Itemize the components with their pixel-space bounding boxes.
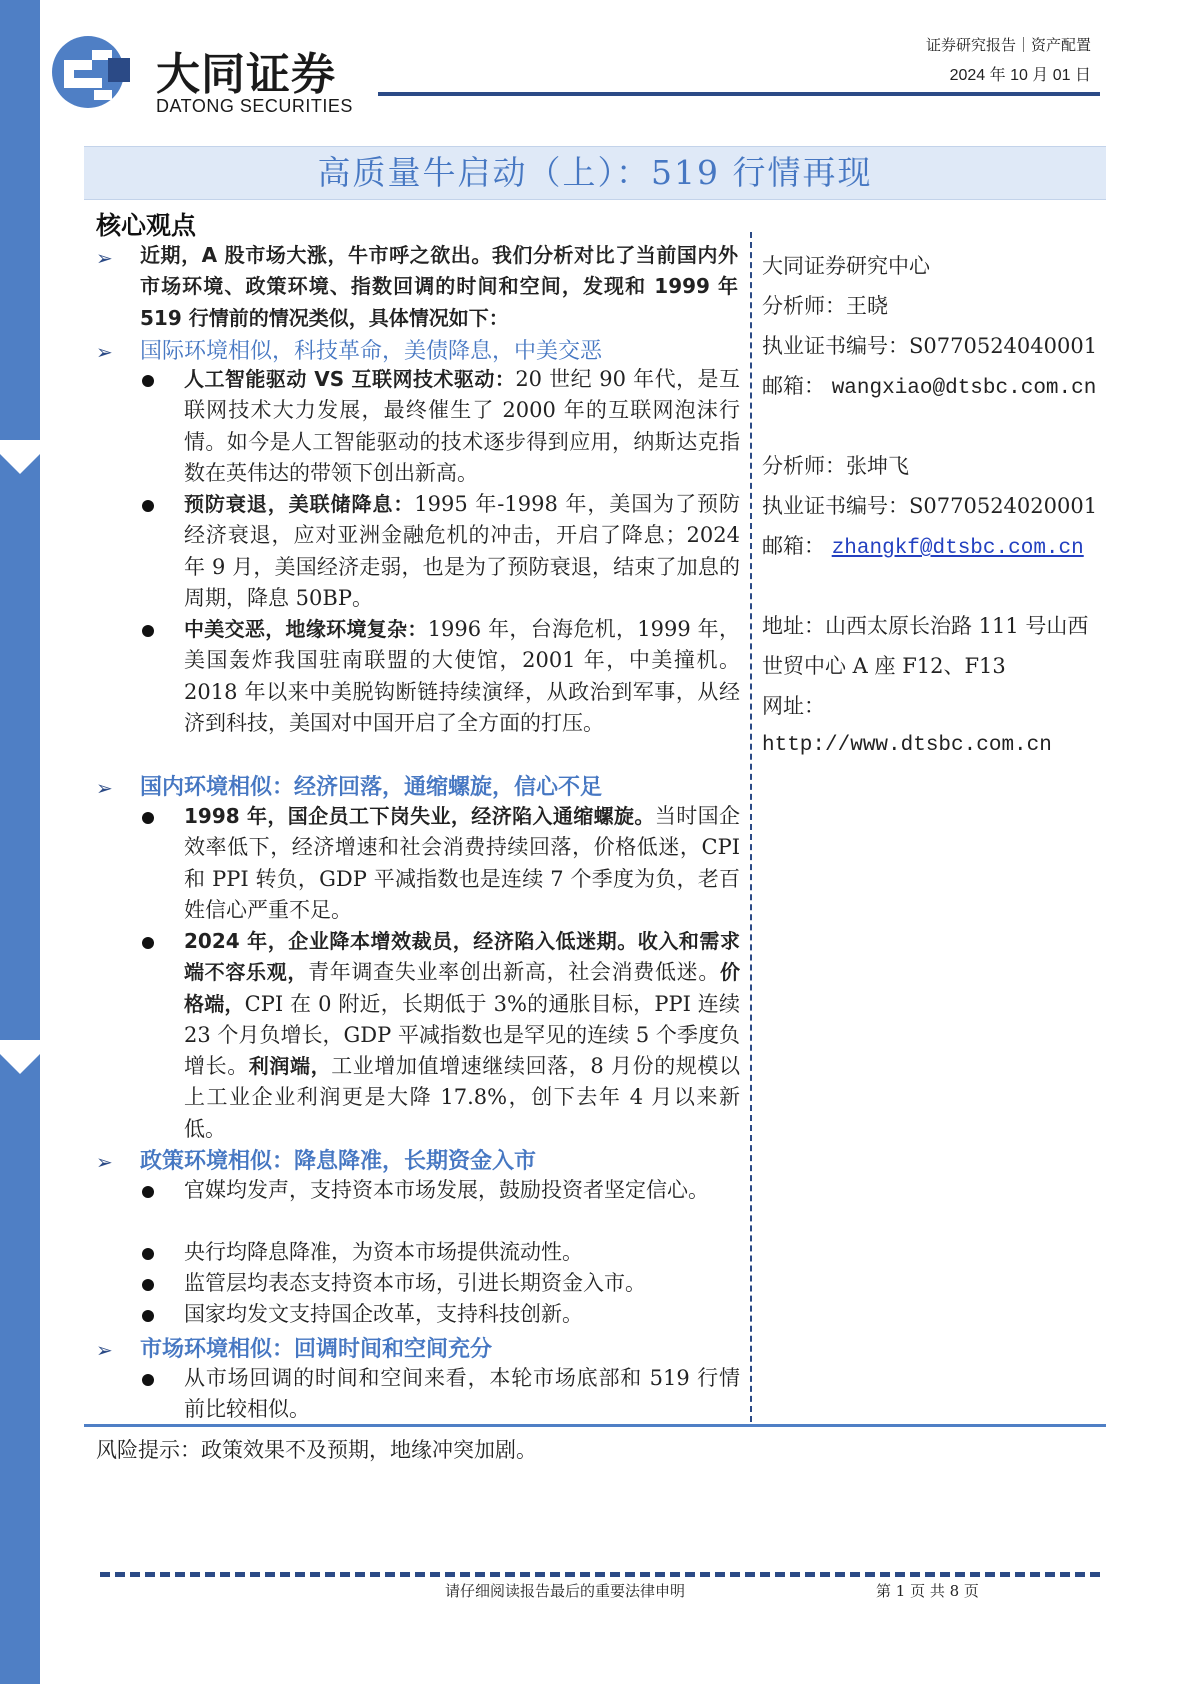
- bullet-lead: 人工智能驱动 VS 互联网技术驱动：: [184, 367, 516, 391]
- bullet-dot: [142, 1310, 154, 1322]
- bullet-text: 官媒均发声，支持资本市场发展，鼓励投资者坚定信心。: [184, 1178, 709, 1202]
- logo-text-cn: 大同证券: [156, 49, 336, 100]
- bullet-dot: [142, 375, 154, 387]
- bullet-lead: 预防衰退，美联储降息：: [184, 492, 415, 516]
- bullet-item: [184, 364, 740, 489]
- analyst-name: 分析师：王晓: [762, 294, 888, 318]
- bullet-lead: 利润端，: [248, 1054, 332, 1079]
- website-label: 网址：: [762, 694, 825, 718]
- analyst-cert: 执业证书编号：S0770524040001: [762, 334, 1098, 358]
- bullet-lead: 价格端，: [184, 960, 741, 1016]
- left-accent-bar: [0, 0, 40, 1684]
- page-title: 高质量牛启动（上）：519 行情再现: [317, 153, 873, 192]
- arrow-bullet-icon: ➢: [96, 776, 113, 800]
- bullet-text: 从市场回调的时间和空间来看，本轮市场底部和 519 行情前比较相似。: [184, 1366, 740, 1422]
- intro-paragraph: [140, 240, 738, 334]
- bullet-item: [184, 1268, 740, 1299]
- bullet-dot: [142, 625, 154, 637]
- company-logo: [44, 30, 374, 120]
- bullet-text: 青年调查失业率创出新高，社会消费低迷。: [308, 960, 721, 985]
- section-heading: 国内环境相似：经济回落，通缩螺旋，信心不足: [140, 775, 603, 800]
- website-url: http://www.dtsbc.com.cn: [762, 734, 1052, 757]
- section-heading: 国际环境相似，科技革命，美债降息，中美交恶: [140, 339, 603, 364]
- analyst-email-row: [762, 526, 1084, 569]
- title-band: [84, 146, 1106, 200]
- bullet-item: [184, 926, 740, 1145]
- bullet-dot: [142, 1248, 154, 1260]
- bullet-lead: 中美交恶，地缘环境复杂：: [184, 617, 428, 641]
- core-heading: 核心观点: [96, 211, 197, 240]
- research-center: 大同证券研究中心: [762, 254, 930, 278]
- bullet-item: [184, 1175, 740, 1206]
- analyst-name: 分析师：张坤飞: [762, 454, 909, 478]
- bullet-lead: 2024 年，企业降本增效裁员，经济陷入低迷期。收入和需求端不容乐观，: [184, 929, 740, 985]
- content-bottom-rule: [84, 1424, 1106, 1427]
- section-heading: 政策环境相似：降息降准，长期资金入市: [140, 1149, 537, 1174]
- bullet-item: [184, 614, 740, 739]
- intro-text: 近期，A 股市场大涨，牛市呼之欲出。我们分析对比了当前国内外市场环境、政策环境、指数回调的时间和空间，发现和 1999 年 519 行情前的情况类似，具体情况如下：: [140, 243, 738, 330]
- email-label: 邮箱：: [762, 534, 825, 558]
- analyst-cert: 执业证书编号：S0770524020001: [762, 494, 1098, 518]
- company-address: 地址：山西太原长治路 111 号山西世贸中心 A 座 F12、F13: [762, 614, 1089, 678]
- bullet-text: 当时国企效率低下，经济增速和社会消费持续回落，价格低迷，CPI 和 PPI 转负，GDP 平减指数也是连续 7 个季度为负，老百姓信心严重不足。: [184, 804, 740, 922]
- bullet-text: 工业增加值增速继续回落，8 月份的规模以上工业企业利润更是大降 17.8%，创下去年 4 月以来新低。: [184, 1054, 741, 1141]
- bullet-item: [184, 1363, 740, 1426]
- footer-disclaimer: 请仔细阅读报告最后的重要法律申明: [445, 1582, 686, 1600]
- header-meta: [926, 34, 1091, 85]
- arrow-bullet-icon: ➢: [96, 246, 113, 270]
- bullet-item: [184, 801, 740, 926]
- bullet-text: 20 世纪 90 年代，是互联网技术大力发展，最终催生了 2000 年的互联网泡沫行情。如今是人工智能驱动的技术逐步得到应用，纳斯达克指数在英伟达的带领下创出新高。: [184, 367, 740, 485]
- left-bar-notch: [0, 1040, 40, 1080]
- page-number: 第 1 页 共 8 页: [876, 1582, 979, 1600]
- bullet-text: 监管层均表态支持资本市场，引进长期资金入市。: [184, 1271, 646, 1295]
- bullet-dot: [142, 937, 154, 949]
- risk-notice: 风险提示：政策效果不及预期，地缘冲突加剧。: [96, 1438, 537, 1462]
- logo-text-en: DATONG SECURITIES: [156, 96, 353, 116]
- bullet-lead: 1998 年，国企员工下岗失业，经济陷入通缩螺旋。: [184, 804, 655, 828]
- report-type: 证券研究报告｜资产配置: [925, 36, 1091, 54]
- bullet-text: 国家均发文支持国企改革，支持科技创新。: [184, 1302, 583, 1326]
- arrow-bullet-icon: ➢: [96, 1150, 113, 1174]
- footer-divider: [100, 1572, 1100, 1577]
- bullet-item: [184, 1237, 740, 1268]
- bullet-item: [184, 489, 740, 614]
- analyst-email-row: [762, 366, 1096, 409]
- analyst-email-link[interactable]: zhangkf@dtsbc.com.cn: [831, 537, 1084, 560]
- bullet-dot: [142, 1279, 154, 1291]
- bullet-text: CPI 在 0 附近，长期低于 3%的通胀目标，PPI 连续 23 个月负增长，GDP 平减指数也是罕见的连续 5 个季度负增长。: [184, 991, 741, 1079]
- bullet-dot: [142, 1374, 154, 1386]
- analyst-email: wangxiao@dtsbc.com.cn: [831, 377, 1097, 400]
- arrow-bullet-icon: ➢: [96, 1338, 113, 1362]
- left-bar-notch: [0, 440, 40, 480]
- section-heading: 市场环境相似：回调时间和空间充分: [140, 1337, 493, 1362]
- header-rule: [378, 92, 1100, 96]
- bullet-text: 1996 年，台海危机，1999 年，美国轰炸我国驻南联盟的大使馆，2001 年，中美撞机。2018 年以来中美脱钩断链持续演绎，从政治到军事，从经济到科技，美国对中国开启了全方面的打压。: [184, 617, 740, 735]
- bullet-text: 央行均降息降准，为资本市场提供流动性。: [184, 1240, 583, 1264]
- column-divider: [750, 232, 752, 1422]
- logo-mark-icon: [44, 30, 144, 114]
- bullet-dot: [142, 1186, 154, 1198]
- bullet-text: 1995 年-1998 年，美国为了预防经济衰退，应对亚洲金融危机的冲击，开启了降息；2024 年 9 月，美国经济走弱，也是为了预防衰退，结束了加息的周期，降息 50BP。: [184, 492, 740, 610]
- bullet-dot: [142, 812, 154, 824]
- email-label: 邮箱：: [762, 374, 825, 398]
- report-date: 2024 年 10 月 01 日: [949, 67, 1091, 84]
- bullet-item: [184, 1299, 740, 1330]
- arrow-bullet-icon: ➢: [96, 340, 113, 364]
- bullet-dot: [142, 500, 154, 512]
